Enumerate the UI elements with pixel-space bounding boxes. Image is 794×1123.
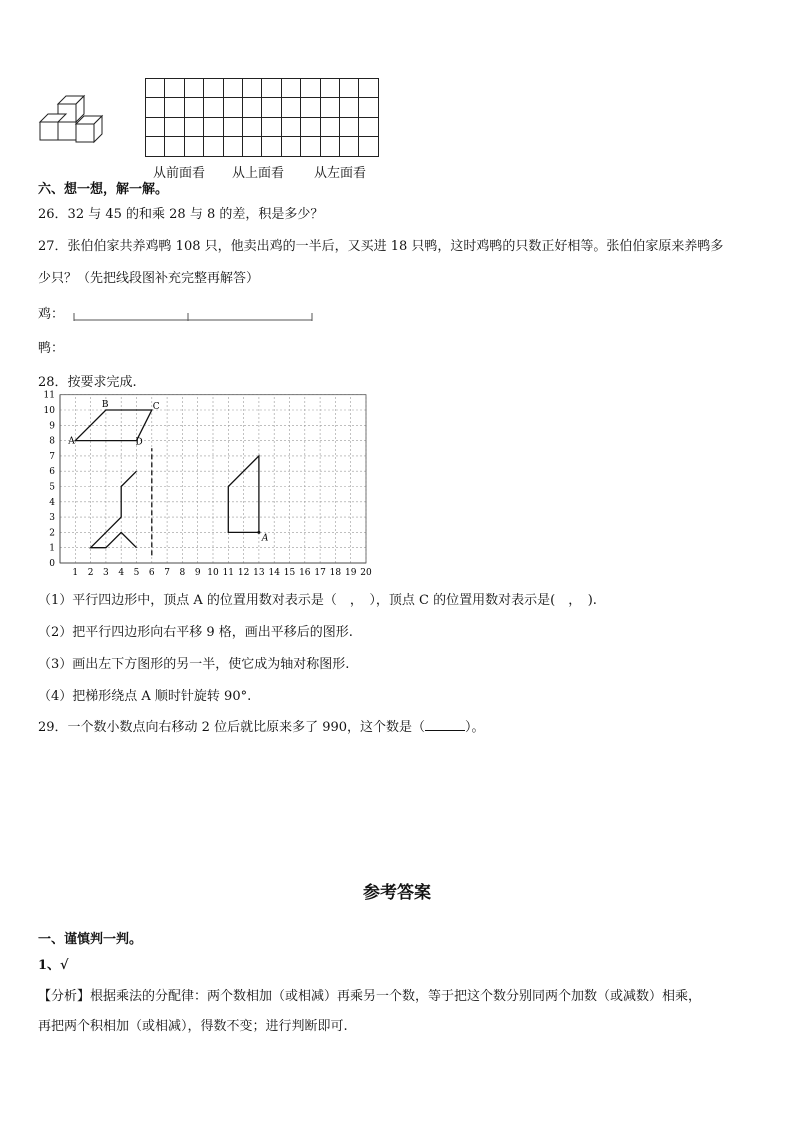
point-b-label: B <box>101 400 109 410</box>
x-tick-label: 7 <box>164 568 170 578</box>
y-tick-label: 6 <box>49 467 55 478</box>
y-tick-label: 11 <box>43 390 55 401</box>
x-tick-label: 12 <box>237 568 250 578</box>
x-tick-label: 19 <box>344 568 357 578</box>
question-28-1: （1）平行四边形中，顶点 A 的位置用数对表示是（ ， ），顶点 C 的位置用数对表示是( ， ). <box>38 593 597 608</box>
point-d-label: D <box>135 437 143 448</box>
question-27-line1: 27．张伯伯家共养鸡鸭 108 只，他卖出鸡的一半后，又买进 18 只鸭，这时鸡鸭的只数正好相等。张伯伯家原来养鸭多 <box>38 239 724 254</box>
x-tick-label: 14 <box>268 568 280 578</box>
section-6-heading: 六、想一想，解一解。 <box>38 182 169 197</box>
x-tick-label: 16 <box>299 568 311 578</box>
x-tick-label: 1 <box>72 568 79 578</box>
x-tick-label: 18 <box>329 568 342 578</box>
question-28: 28．按要求完成. <box>38 375 137 390</box>
x-tick-label: 10 <box>207 568 219 578</box>
y-tick-label: 9 <box>49 421 55 432</box>
x-tick-label: 8 <box>179 568 186 578</box>
x-tick-label: 5 <box>133 568 140 578</box>
chicken-label: 鸡： <box>38 307 65 322</box>
question-26: 26．32 与 45 的和乘 28 与 8 的差，积是多少？ <box>38 207 324 222</box>
x-tick-label: 15 <box>283 568 296 578</box>
x-tick-label: 13 <box>253 568 265 578</box>
question-29 <box>38 718 485 737</box>
question-29-close: ）。 <box>465 720 485 735</box>
y-tick-label: 5 <box>49 482 55 493</box>
y-tick-label: 2 <box>49 528 55 539</box>
question-27-line2: 少只？（先把线段图补充完整再解答） <box>38 271 260 286</box>
coordinate-grid-svg <box>38 390 383 578</box>
half-shape <box>91 471 137 548</box>
answer-1: 1、√ <box>38 958 69 973</box>
x-tick-label: 9 <box>194 568 201 578</box>
front-view-label: 从前面看 <box>153 166 206 181</box>
duck-label: 鸭： <box>38 341 65 356</box>
question-28-3: （3）画出左下方图形的另一半，使它成为轴对称图形. <box>38 657 350 672</box>
question-29-text: 29．一个数小数点向右移动 2 位后就比原来多了 990，这个数是（ <box>38 720 426 735</box>
question-28-2: （2）把平行四边形向右平移 9 格，画出平移后的图形. <box>38 625 353 640</box>
answer-blank[interactable] <box>425 718 465 731</box>
cube-figure <box>36 92 108 144</box>
answer-analysis-line1: 【分析】根据乘法的分配律：两个数相加（或相减）再乘另一个数，等于把这个数分别同两个加数（或减数）相乘， <box>38 989 702 1004</box>
y-tick-label: 1 <box>49 543 55 554</box>
x-tick-label: 2 <box>87 568 94 578</box>
trapezoid-point-a-label: A <box>261 533 269 544</box>
y-tick-label: 0 <box>49 559 55 569</box>
x-tick-label: 17 <box>314 568 326 578</box>
y-tick-label: 3 <box>49 513 55 524</box>
y-tick-label: 8 <box>49 436 55 447</box>
y-tick-label: 4 <box>49 497 55 508</box>
point-c-label: C <box>152 402 160 412</box>
point-a-label: A <box>68 436 75 447</box>
y-tick-label: 10 <box>43 406 55 416</box>
answer-section-1-heading: 一、谨慎判一判。 <box>38 932 143 947</box>
left-view-label: 从左面看 <box>314 166 367 181</box>
x-tick-label: 4 <box>118 568 125 578</box>
view-drawing-grid <box>145 78 379 157</box>
answer-analysis-line2: 再把两个积相加（或相减），得数不变；进行判断即可. <box>38 1019 348 1034</box>
y-tick-label: 7 <box>49 451 55 462</box>
question-28-4: （4）把梯形绕点 A 顺时针旋转 90°. <box>38 689 252 704</box>
x-tick-label: 20 <box>360 568 372 578</box>
trapezoid-point-a <box>257 531 260 534</box>
x-tick-label: 6 <box>148 568 155 578</box>
coordinate-grid-figure <box>38 390 383 578</box>
x-tick-label: 3 <box>103 568 109 578</box>
answer-section-title: 参考答案 <box>363 883 431 903</box>
x-tick-label: 11 <box>222 568 235 578</box>
top-view-label: 从上面看 <box>232 166 285 181</box>
chicken-segment-diagram <box>72 310 316 324</box>
